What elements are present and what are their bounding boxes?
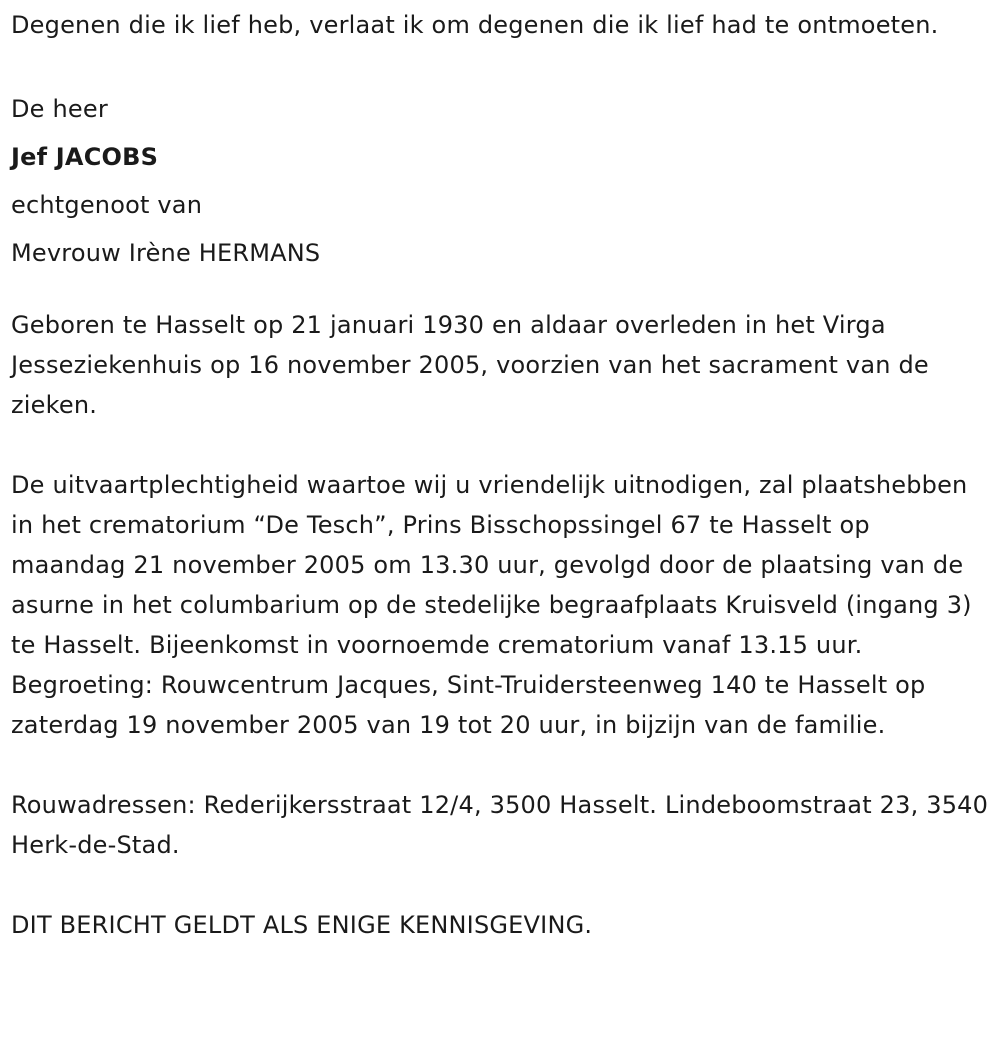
spacer — [11, 745, 991, 785]
motto-text: Degenen die ik lief heb, verlaat ik om degenen die ik lief had te ontmoeten. — [11, 11, 939, 39]
spouse-name: Mevrouw Irène HERMANS — [11, 239, 321, 267]
spacer — [11, 865, 991, 905]
obituary-document — [11, 5, 991, 945]
ceremony-paragraph: De uitvaartplechtigheid waartoe wij u vriendelijk uitnodigen, zal plaatshebben in het crematorium “De Tesch”, Prins Bisschopssingel 67 te Hasselt op maandag 21 november 2005 om 13.30 uur, gevolgd door de plaatsing van de asurne in het columbarium op de stedelijke begraafplaats Kruisveld (ingang 3) te Hasselt. Bijeenkomst in voornoemde crematorium vanaf 13.15 uur. Begroeting: Rouwcentrum Jacques, Sint-Truidersteenweg 140 te Hasselt op zaterdag 19 november 2005 van 19 tot 20 uur, in bijzijn van de familie. — [11, 471, 972, 739]
salutation: De heer — [11, 95, 108, 123]
notice-text: DIT BERICHT GELDT ALS ENIGE KENNISGEVING. — [11, 911, 593, 939]
addresses-paragraph: Rouwadressen: Rederijkersstraat 12/4, 3500 Hasselt. Lindeboomstraat 23, 3540 Herk-de-Stad. — [11, 791, 989, 859]
spacer — [11, 425, 991, 465]
birth-death-paragraph: Geboren te Hasselt op 21 januari 1930 en aldaar overleden in het Virga Jesseziekenhuis op 16 november 2005, voorzien van het sacrament van de zieken. — [11, 311, 929, 419]
deceased-name: Jef JACOBS — [11, 143, 159, 171]
spacer — [11, 45, 991, 85]
relation-text: echtgenoot van — [11, 191, 203, 219]
spacer — [11, 277, 991, 305]
